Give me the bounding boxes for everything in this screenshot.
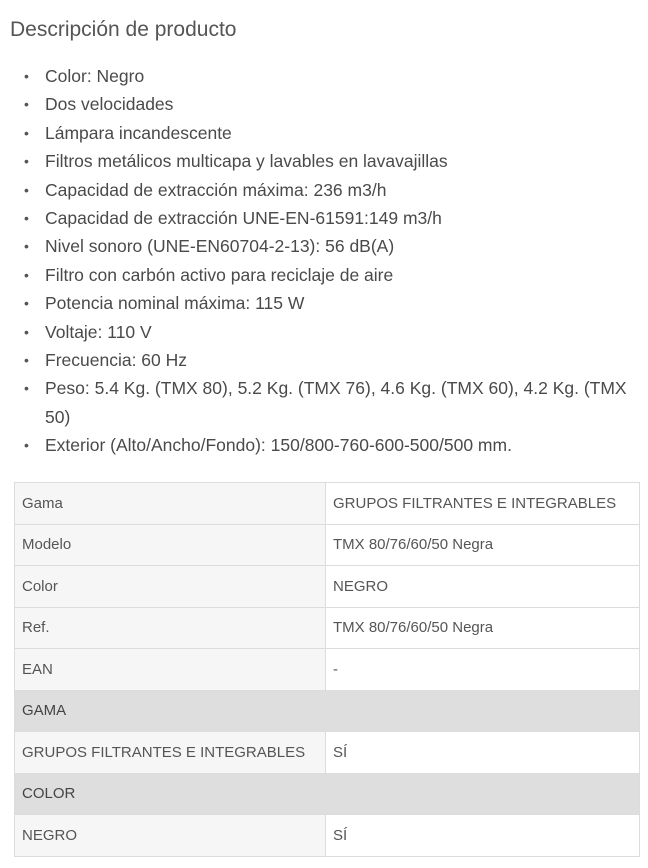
feature-text: Peso: 5.4 Kg. (TMX 80), 5.2 Kg. (TMX 76), 4.6 Kg. (TMX 60), 4.2 Kg. (TMX 50) xyxy=(45,378,627,427)
list-item xyxy=(24,374,634,431)
bullet-icon: • xyxy=(24,238,29,255)
spec-label-color: Color xyxy=(15,566,326,608)
list-item xyxy=(24,289,634,317)
spec-label-ean: EAN xyxy=(15,649,326,691)
feature-text: Color: Negro xyxy=(45,66,145,86)
spec-value-ref: TMX 80/76/60/50 Negra xyxy=(326,607,640,649)
list-item xyxy=(24,62,634,90)
list-item xyxy=(24,147,634,175)
list-item xyxy=(24,176,634,204)
table-row xyxy=(15,649,640,691)
spec-table xyxy=(14,482,640,857)
feature-text: Exterior (Alto/Ancho/Fondo): 150/800-760-600-500/500 mm. xyxy=(45,435,512,456)
table-row xyxy=(15,607,640,649)
table-row xyxy=(15,732,640,774)
feature-list xyxy=(24,62,634,460)
section-row-value: SÍ xyxy=(326,815,640,857)
bullet-icon: • xyxy=(24,266,29,283)
feature-text: Capacidad de extracción UNE-EN-61591:149 m3/h xyxy=(45,208,442,229)
bullet-icon: • xyxy=(24,124,29,141)
section-row-value: SÍ xyxy=(326,732,640,774)
bullet-icon: • xyxy=(24,295,29,312)
feature-text: Frecuencia: 60 Hz xyxy=(45,350,188,371)
section-row-label: GRUPOS FILTRANTES E INTEGRABLES xyxy=(15,732,326,774)
list-item xyxy=(24,204,634,232)
section-header-color xyxy=(15,773,640,815)
spec-value-modelo: TMX 80/76/60/50 Negra xyxy=(326,524,640,566)
feature-text: Potencia nominal máxima: 115 W xyxy=(45,293,305,314)
bullet-icon: • xyxy=(24,181,29,198)
section-heading: COLOR xyxy=(15,773,640,815)
list-item xyxy=(24,119,634,147)
bullet-icon: • xyxy=(24,210,29,227)
list-item xyxy=(24,431,634,459)
spec-label-modelo: Modelo xyxy=(15,524,326,566)
section-header-gama xyxy=(15,690,640,732)
feature-text: Nivel sonoro (UNE-EN60704-2-13): 56 dB(A) xyxy=(45,236,395,257)
list-item xyxy=(24,318,634,346)
table-row xyxy=(15,815,640,857)
feature-text: Lámpara incandescente xyxy=(45,122,232,143)
spec-value-color: NEGRO xyxy=(326,566,640,608)
spec-value-ean: - xyxy=(326,649,640,691)
bullet-icon: • xyxy=(24,68,29,84)
feature-text: Voltaje: 110 V xyxy=(45,321,152,342)
spec-label-ref: Ref. xyxy=(15,607,326,649)
feature-text: Capacidad de extracción máxima: 236 m3/h xyxy=(45,179,387,200)
list-item xyxy=(24,232,634,260)
section-heading: GAMA xyxy=(15,690,640,732)
feature-text: Dos velocidades xyxy=(45,94,174,115)
spec-label-gama: Gama xyxy=(15,483,326,525)
bullet-icon: • xyxy=(24,96,29,113)
table-row xyxy=(15,483,640,525)
bullet-icon: • xyxy=(24,380,29,397)
table-row xyxy=(15,524,640,566)
page-title: Descripción de producto xyxy=(10,18,237,41)
list-item xyxy=(24,90,634,118)
list-item xyxy=(24,261,634,289)
spec-value-gama: GRUPOS FILTRANTES E INTEGRABLES xyxy=(326,483,640,525)
bullet-icon: • xyxy=(24,352,29,369)
feature-text: Filtros metálicos multicapa y lavables en lavavajillas xyxy=(45,151,448,172)
list-item xyxy=(24,346,634,374)
bullet-icon: • xyxy=(24,437,29,454)
bullet-icon: • xyxy=(24,153,29,170)
section-row-label: NEGRO xyxy=(15,815,326,857)
feature-text: Filtro con carbón activo para reciclaje de aire xyxy=(45,264,394,285)
bullet-icon: • xyxy=(24,323,29,340)
table-row xyxy=(15,566,640,608)
